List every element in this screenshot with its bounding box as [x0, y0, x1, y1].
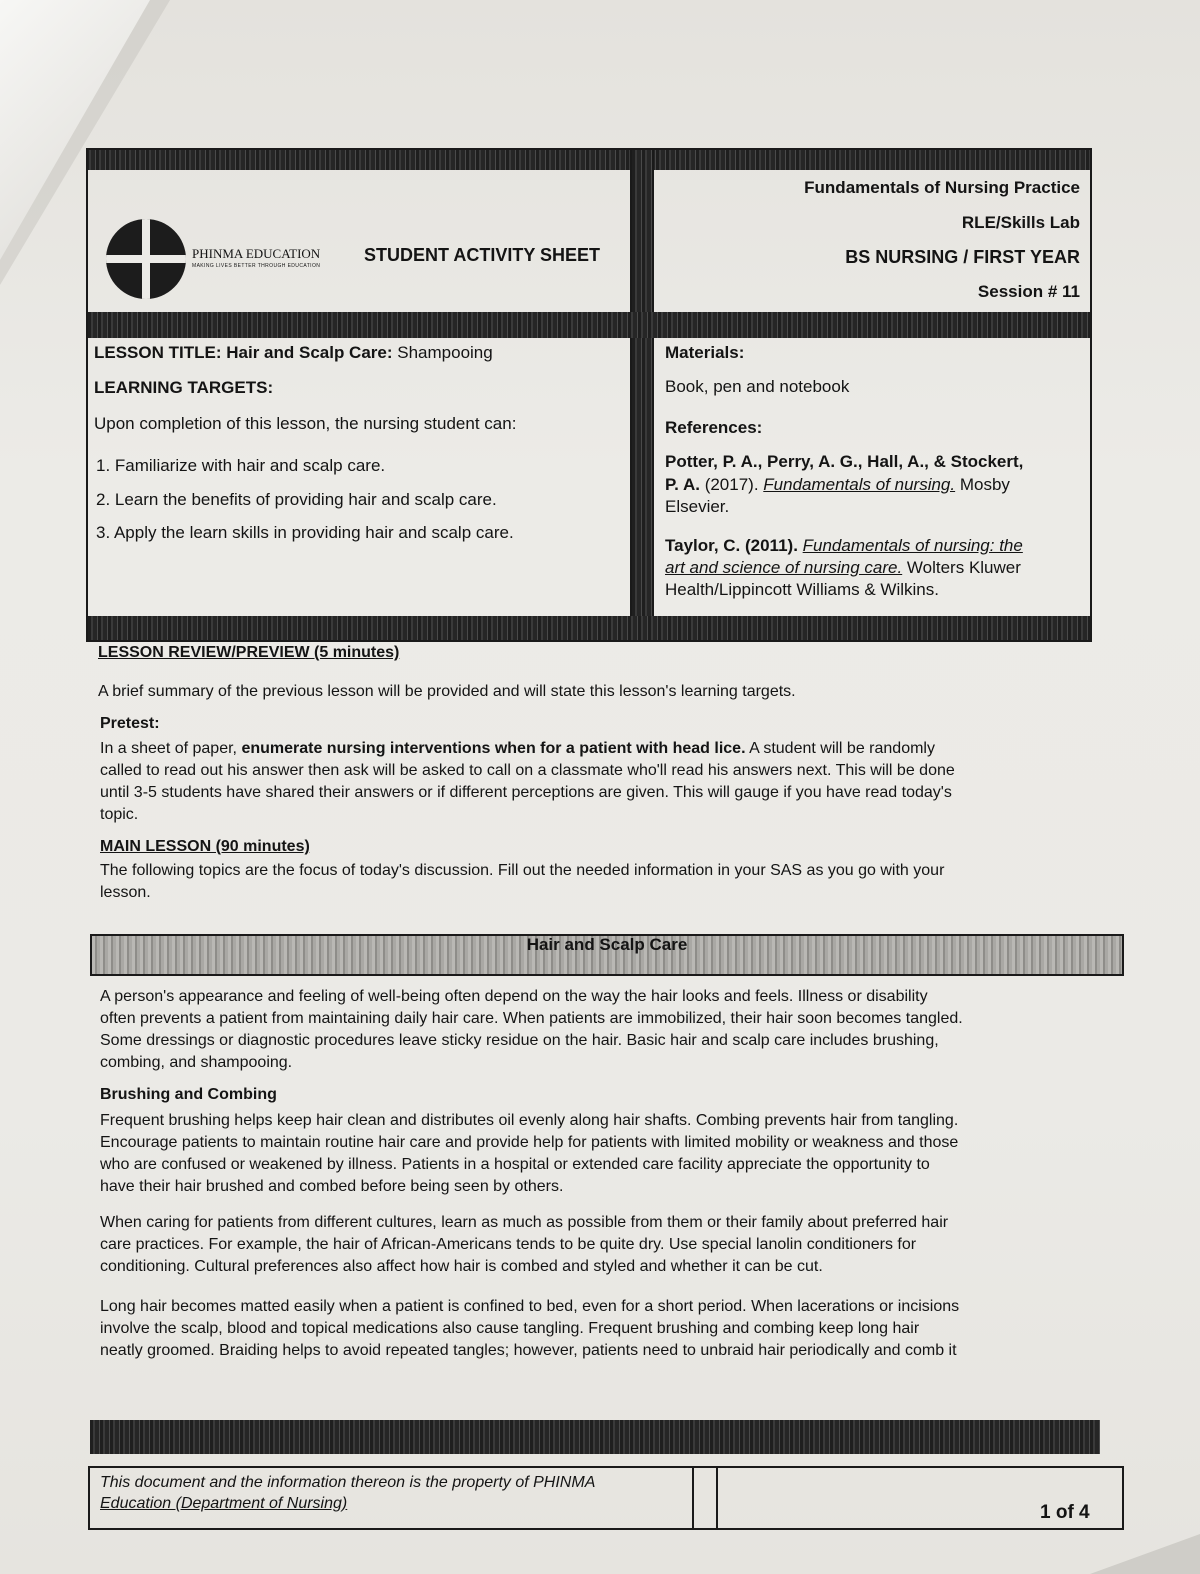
course-name: Fundamentals of Nursing Practice [804, 178, 1080, 197]
materials-label: Materials: [665, 343, 745, 362]
pretest-text: In a sheet of paper, enumerate nursing interventions when for a patient with head lice. A student will be randomly called to read out his answer then ask will be asked to call on a classmate who'll read his answers next. This will be done until 3-5 students have shared their answers or if different perceptions are given. This will gauge if you have read today's topic. [100, 740, 955, 823]
header-divider-right [652, 148, 654, 640]
reference-1-title: P. A. (2017). Fundamentals of nursing. Mosby [665, 475, 1010, 494]
brushing-heading: Brushing and Combing [100, 1086, 277, 1103]
org-name: PHINMA EDUCATION [192, 246, 321, 261]
references-label: References: [665, 418, 763, 437]
header-column-band [632, 150, 652, 640]
reference-2-author: Taylor, C. (2011). Fundamentals of nursing: the [665, 536, 1023, 555]
pretest-label: Pretest: [100, 715, 160, 732]
section-paragraph-1: A person's appearance and feeling of well-being often depend on the way the hair looks and feels. Illness or disability often prevents a patient from maintaining daily hair care. When patients are immobilized, their hair soon becomes tangled. Some dressings or diagnostic procedures leave sticky residue on the hair. Basic hair and scalp care includes brushing, combing, and shampooing. [100, 988, 963, 1071]
page-number: 1 of 4 [1040, 1502, 1090, 1523]
lab-name: RLE/Skills Lab [961, 213, 1080, 232]
reference-2-publisher: Health/Lippincott Williams & Wilkins. [665, 580, 939, 599]
footer-notice-line-1: This document and the information thereon is the property of PHINMA [100, 1474, 596, 1491]
org-tagline: MAKING LIVES BETTER THROUGH EDUCATION [192, 263, 321, 269]
lesson-review-summary: A brief summary of the previous lesson will be provided and will state this lesson's learning targets. [98, 683, 796, 700]
footer-notice-line-2: Education (Department of Nursing) [100, 1495, 348, 1512]
learning-targets-label: LEARNING TARGETS: [94, 378, 274, 397]
program-name: BS NURSING / FIRST YEAR [845, 247, 1080, 267]
materials-value: Book, pen and notebook [665, 377, 850, 396]
learning-target-3: 3. Apply the learn skills in providing hair and scalp care. [96, 523, 514, 542]
main-lesson-heading: MAIN LESSON (90 minutes) [100, 838, 310, 855]
phinma-logo-icon [106, 219, 186, 299]
session-number: Session # 11 [977, 282, 1080, 301]
reference-1-publisher: Elsevier. [665, 497, 730, 516]
learning-target-2: 2. Learn the benefits of providing hair and scalp care. [96, 490, 497, 509]
section-paragraph-4: Long hair becomes matted easily when a patient is confined to bed, even for a short period. When lacerations or incisions involve the scalp, blood and topical medications also cause tangling. Frequent brushing and combing keep long hair neatly groomed. Braiding helps to avoid repeated tangles; however, patients need to unbraid hair periodically and comb it [100, 1298, 960, 1359]
learning-targets-intro: Upon completion of this lesson, the nursing student can: [94, 414, 517, 433]
footer-band [90, 1420, 1100, 1454]
header-bottom-band [88, 616, 1090, 640]
reference-2-title: art and science of nursing care. Wolters Kluwer [665, 558, 1021, 577]
section-title: Hair and Scalp Care [526, 935, 688, 954]
section-paragraph-3: When caring for patients from different cultures, learn as much as possible from them or their family about preferred hair care practices. For example, the hair of African-Americans tends to be quite dry. Use special lanolin conditioners for conditioning. Cultural preferences also affect how hair is combed and styled and whether it can be cut. [100, 1214, 949, 1275]
learning-target-1: 1. Familiarize with hair and scalp care. [96, 456, 386, 475]
section-title-bar [90, 934, 1124, 976]
sheet-title: STUDENT ACTIVITY SHEET [364, 245, 601, 265]
main-lesson-intro: The following topics are the focus of today's discussion. Fill out the needed information in your SAS as you go with your lesson. [100, 862, 945, 901]
footer-divider-right [716, 1466, 718, 1528]
footer-divider-left [692, 1466, 694, 1528]
lesson-review-heading: LESSON REVIEW/PREVIEW (5 minutes) [98, 644, 400, 661]
header-middle-band [88, 312, 1090, 338]
lesson-title: LESSON TITLE: Hair and Scalp Care: Shampooing [94, 343, 493, 362]
reference-1-authors: Potter, P. A., Perry, A. G., Hall, A., & Stockert, [665, 452, 1024, 471]
section-paragraph-2: Frequent brushing helps keep hair clean and distributes oil evenly along hair shafts. Combing prevents hair from tangling. Encourage patients to maintain routine hair care and provide help for patients with limited mobility or weakness and those who are confused or weakened by illness. Patients in a hospital or extended care facility appreciate the opportunity to have their hair brushed and combed before being seen by others. [100, 1112, 959, 1195]
